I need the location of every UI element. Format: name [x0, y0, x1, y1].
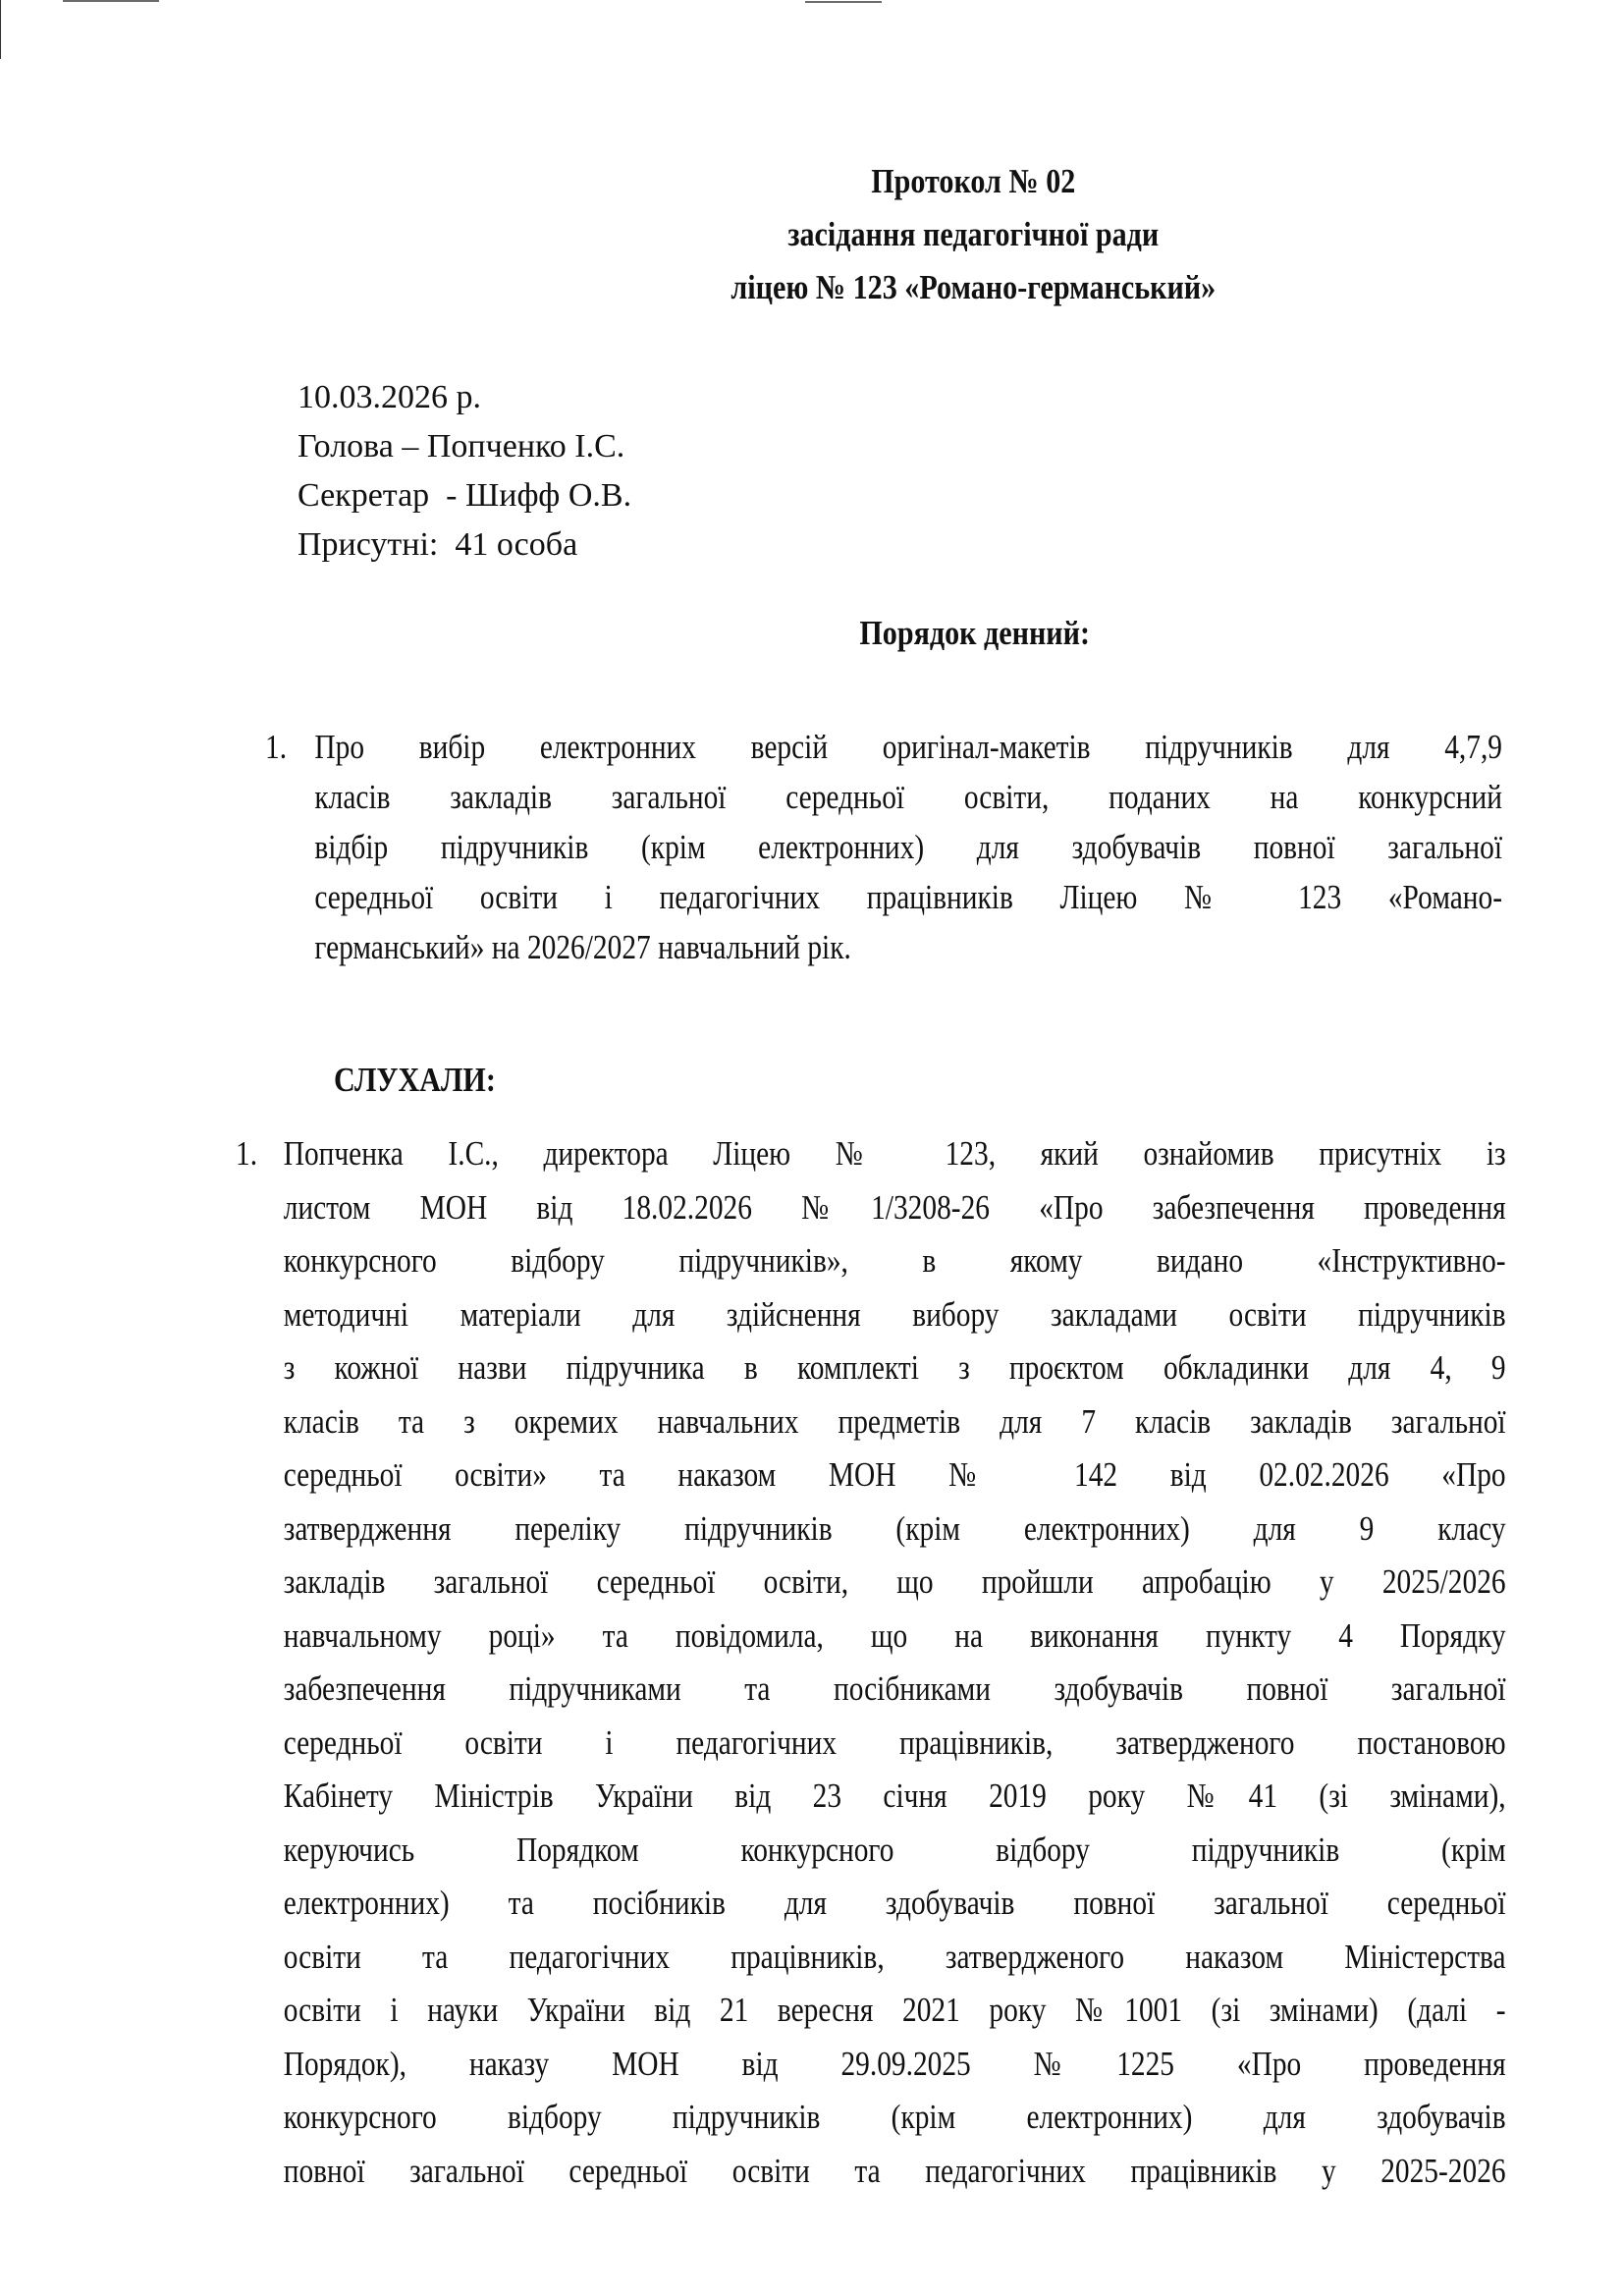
heard-item-line: Кабінету Міністрів України від 23 січня 2019 року №41 (зі змінами),: [283, 1777, 1506, 1815]
heard-list: [236, 1127, 1506, 2198]
heard-item-line: середньої освіти» та наказом МОН № 142 від 02.02.2026 «Про: [283, 1455, 1506, 1494]
heard-item-line: конкурсного відбору підручників», в якому видано «Інструктивно-: [283, 1241, 1506, 1280]
heard-item-number: 1.: [236, 1134, 258, 1173]
heard-item-line: Порядок), наказу МОН від 29.09.2025 №1225 «Про проведення: [283, 2044, 1506, 2083]
agenda-item-line: Про вибір електронних версій оригінал-макетів підручників для 4,7,9: [314, 728, 1502, 766]
agenda-item-line: середньої освіти і педагогічних працівників Ліцею № 123 «Романо-: [314, 878, 1502, 916]
scan-artifact: [71, 0, 159, 2]
agenda-item: [265, 722, 1502, 972]
heard-item: [236, 1127, 1506, 2198]
meeting-attendance: Присутні: 41 особа: [298, 526, 578, 563]
heard-item-line: класів та з окремих навчальних предметів для 7 класів закладів загальної: [283, 1401, 1506, 1441]
heard-item-line: освіти та педагогічних працівників, затвердженого наказом Міністерства: [283, 1937, 1506, 1976]
heard-item-line: закладів загальної середньої освіти, що пройшли апробацію у 2025/2026: [283, 1562, 1506, 1601]
meeting-date: 10.03.2026 р.: [298, 379, 481, 415]
title-line-protocol-number: Протокол № 02: [871, 162, 1076, 200]
heard-item-line: забезпечення підручниками та посібниками здобувачів повної загальної: [283, 1669, 1506, 1708]
heard-item-line: керуючись Порядком конкурсного відбору підручників (крім: [283, 1830, 1506, 1869]
agenda-item-line: германський» на 2026/2027 навчальний рік.: [314, 928, 851, 966]
heard-item-line: листом МОН від 18.02.2026 №1/3208-26 «Про забезпечення проведення: [283, 1187, 1506, 1227]
agenda-item-line: відбір підручників (крім електронних) для здобувачів повної загальної: [314, 828, 1502, 866]
heard-item-line: середньої освіти і педагогічних працівників, затвердженого постановою: [283, 1722, 1506, 1762]
heard-item-line: Попченка І.С., директора Ліцею № 123, який ознайомив присутніх із: [283, 1134, 1506, 1173]
meeting-meta: [298, 373, 631, 570]
scan-artifact: [0, 0, 1, 59]
document-title: [136, 155, 1533, 314]
heard-item-line: освіти і науки України від 21 вересня 2021 року №1001 (зі змінами) (далі -: [283, 1991, 1506, 2029]
heard-item-line: методичні матеріали для здійснення вибору закладами освіти підручників: [283, 1294, 1506, 1334]
heard-item-line: навчальному році» та повідомила, що на виконання пункту 4 Порядку: [283, 1615, 1506, 1655]
scan-artifact: [805, 1, 882, 3]
meeting-secretary: Секретар - Шифф О.В.: [298, 477, 632, 514]
title-line-meeting: засідання педагогічної ради: [787, 215, 1160, 253]
agenda-list: [265, 722, 1502, 972]
agenda-item-number: 1.: [265, 728, 288, 766]
agenda-item-line: класів закладів загальної середньої освіти, поданих на конкурсний: [314, 778, 1502, 816]
heard-item-line: конкурсного відбору підручників (крім електронних) для здобувачів: [283, 2098, 1506, 2136]
heard-item-line: електронних) та посібників для здобувачів повної загальної середньої: [283, 1884, 1506, 1922]
heard-item-line: затвердження переліку підручників (крім електронних) для 9 класу: [283, 1508, 1506, 1548]
meeting-chair: Голова – Попченко І.С.: [298, 428, 625, 465]
heard-item-line: повної загальної середньої освіти та педагогічних працівників у 2025-2026: [283, 2151, 1506, 2190]
heard-heading: СЛУХАЛИ:: [334, 1061, 496, 1099]
title-line-school: ліцею № 123 «Романо-германський»: [730, 268, 1217, 306]
agenda-heading: Порядок денний:: [859, 614, 1090, 652]
heard-item-line: з кожної назви підручника в комплекті з проєктом обкладинки для 4, 9: [283, 1348, 1506, 1387]
